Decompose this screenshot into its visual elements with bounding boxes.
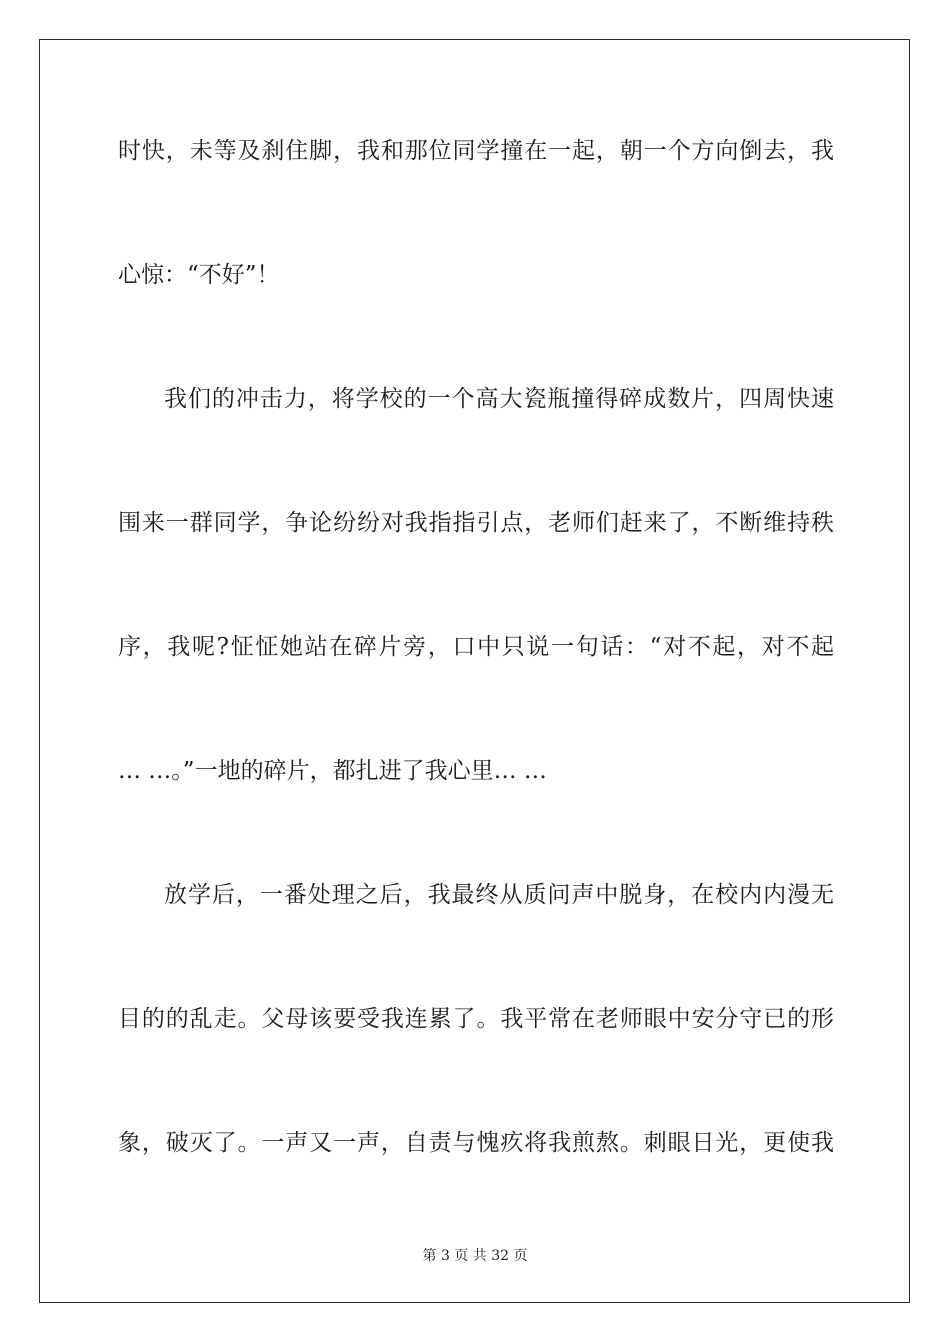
text-line: 时快，未等及刹住脚，我和那位同学撞在一起，朝一个方向倒去，我 xyxy=(118,138,834,164)
text-line: 围来一群同学，争论纷纷对我指指引点，老师们赶来了，不断维持秩 xyxy=(118,510,834,536)
text-line: 序，我呢?怔怔她站在碎片旁，口中只说一句话：“对不起，对不起 xyxy=(118,634,834,660)
text-line: 心惊：“不好”！ xyxy=(118,262,280,288)
text-line: 我们的冲击力，将学校的一个高大瓷瓶撞得碎成数片，四周快速 xyxy=(164,386,834,412)
page-number-footer: 第 3 页 共 32 页 xyxy=(422,1248,528,1264)
page-border xyxy=(39,39,910,1303)
text-line: 放学后，一番处理之后，我最终从质问声中脱身，在校内内漫无 xyxy=(164,882,834,908)
text-line: … …。”一地的碎片，都扎进了我心里… … xyxy=(118,758,547,784)
text-line: 目的的乱走。父母该要受我连累了。我平常在老师眼中安分守已的形 xyxy=(118,1006,834,1032)
text-line: 象，破灭了。一声又一声，自责与愧疚将我煎熬。刺眼日光，更使我 xyxy=(118,1130,834,1156)
